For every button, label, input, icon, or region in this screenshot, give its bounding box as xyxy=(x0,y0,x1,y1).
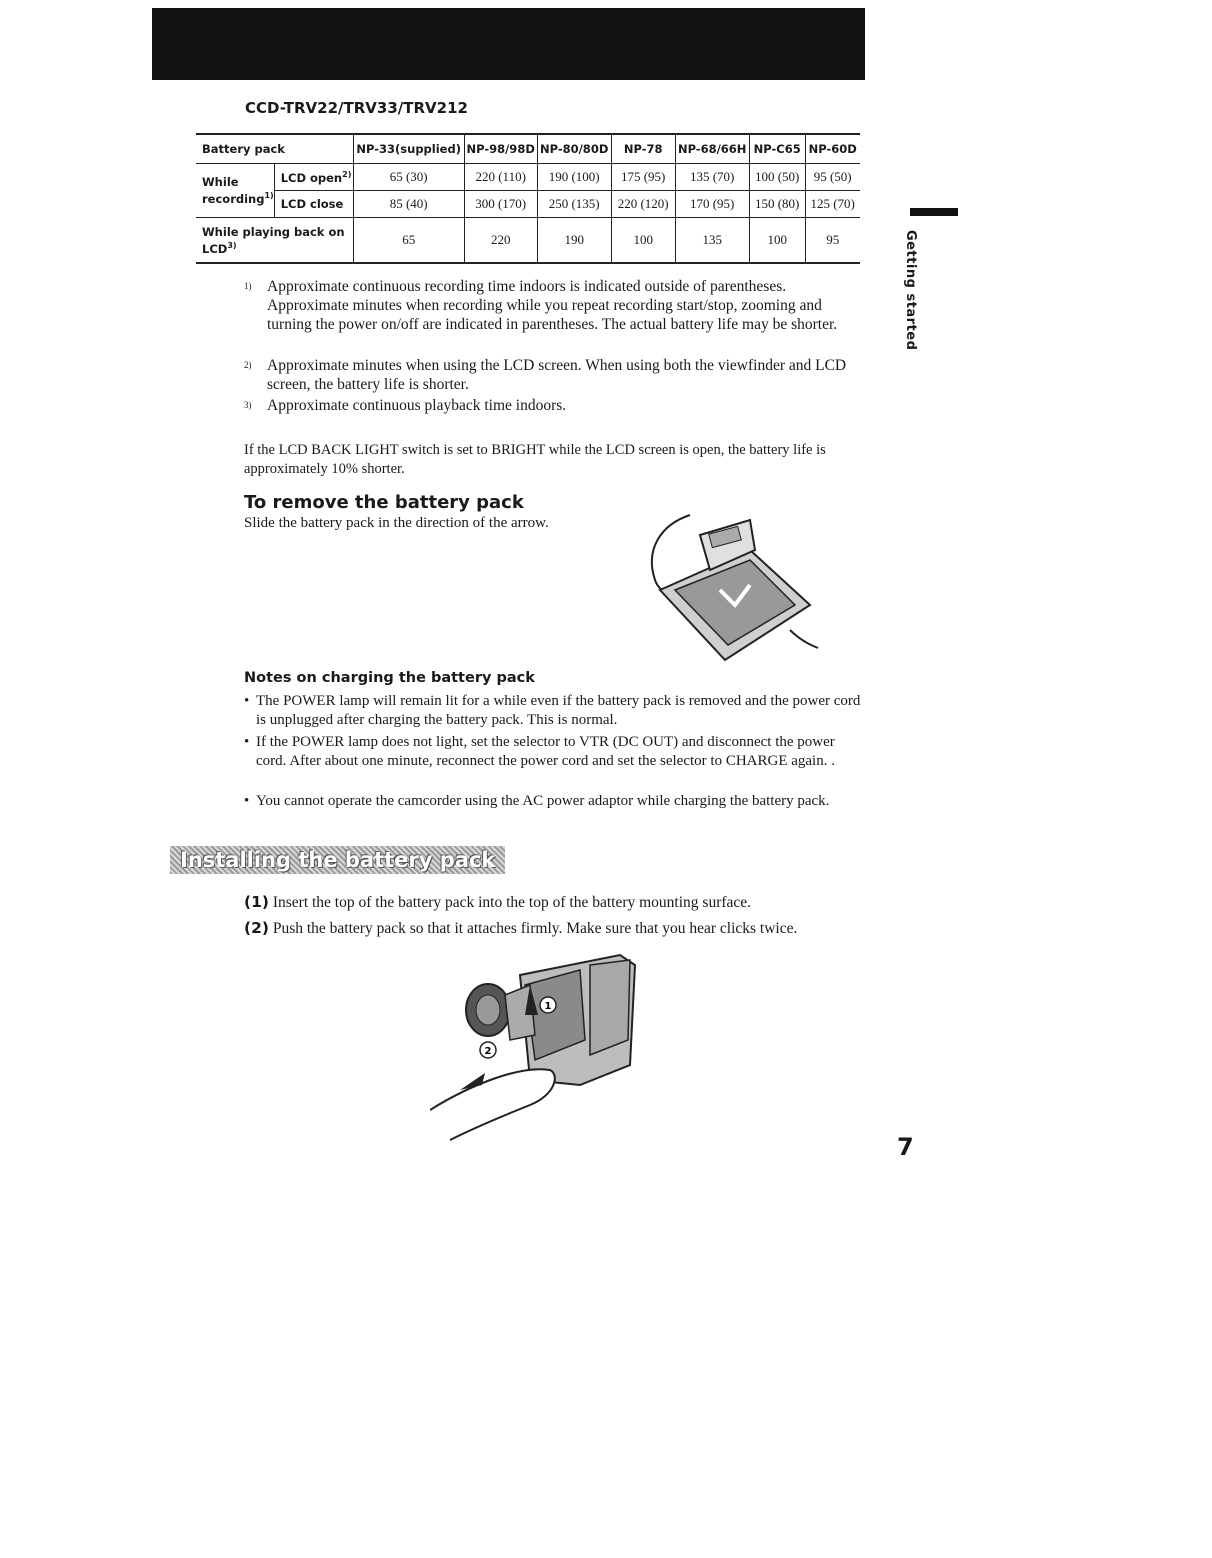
table-row xyxy=(196,164,860,191)
step-text: Push the battery pack so that it attaches firmly. Make sure that you hear clicks twice. xyxy=(272,920,798,937)
row-label xyxy=(274,191,353,218)
col-header: NP-98/98D xyxy=(464,134,537,164)
footnote xyxy=(244,277,864,334)
col-header: NP-60D xyxy=(805,134,860,164)
bullet-icon: • xyxy=(244,734,250,750)
section-heading-text: Installing the battery pack xyxy=(180,848,496,872)
step-marker-1: 1 xyxy=(544,1001,552,1012)
col-header: NP-78 xyxy=(611,134,675,164)
col-header: NP-C65 xyxy=(749,134,805,164)
remove-heading: To remove the battery pack xyxy=(244,492,524,513)
battery-life-table xyxy=(196,133,860,264)
table-cell: 135 (70) xyxy=(675,164,749,191)
table-cell: 100 xyxy=(749,218,805,264)
step-number: (2) xyxy=(244,919,269,937)
footnote-mark: 2) xyxy=(244,360,252,370)
step-number: (1) xyxy=(244,893,269,911)
table-cell: 220 xyxy=(464,218,537,264)
row-group-label xyxy=(196,164,274,218)
step-item xyxy=(244,892,864,913)
table-cell: 220 (110) xyxy=(464,164,537,191)
row-label-text: LCD close xyxy=(280,197,344,211)
table-cell: 85 (40) xyxy=(353,191,464,218)
table-cell: 125 (70) xyxy=(805,191,860,218)
table-cell: 65 (30) xyxy=(353,164,464,191)
model-heading: CCD-TRV22/TRV33/TRV212 xyxy=(245,99,468,117)
table-cell: 150 (80) xyxy=(749,191,805,218)
table-cell: 250 (135) xyxy=(537,191,611,218)
row-label-text: LCD open xyxy=(280,170,343,185)
charger-illustration xyxy=(640,510,820,670)
footnote xyxy=(244,396,864,415)
footnote-mark: 1) xyxy=(244,281,252,291)
list-item-text: The POWER lamp will remain lit for a while even if the battery pack is removed and the power cord is unplugged after charging the battery pack. This is normal. xyxy=(256,693,861,728)
row-label-text: While playing back on LCD xyxy=(202,224,345,256)
step-item xyxy=(244,918,864,939)
footnote-text: Approximate continuous recording time indoors is indicated outside of parentheses. Approximate minutes when recording while you repeat recording start/stop, zooming and turning the power on/off are indicated in parentheses. The actual battery life may be shorter. xyxy=(267,278,838,333)
table-cell: 170 (95) xyxy=(675,191,749,218)
list-item xyxy=(244,733,864,771)
footnote-marker: 3) xyxy=(227,240,237,250)
table-cell: 190 xyxy=(537,218,611,264)
footnote-mark: 3) xyxy=(244,400,252,410)
table-row xyxy=(196,218,860,264)
col-header: NP-80/80D xyxy=(537,134,611,164)
row-label xyxy=(196,218,353,264)
table-cell: 220 (120) xyxy=(611,191,675,218)
footnote xyxy=(244,356,864,394)
table-cell: 95 xyxy=(805,218,860,264)
step-text: Insert the top of the battery pack into the top of the battery mounting surface. xyxy=(272,894,752,911)
table-cell: 65 xyxy=(353,218,464,264)
table-cell: 95 (50) xyxy=(805,164,860,191)
table-corner: Battery pack xyxy=(196,134,353,164)
remove-text: Slide the battery pack in the direction of the arrow. xyxy=(244,515,549,531)
step-marker-2: 2 xyxy=(484,1046,492,1057)
footnote-text: Approximate minutes when using the LCD screen. When using both the viewfinder and LCD screen, the battery life is shorter. xyxy=(267,357,847,393)
notes-heading: Notes on charging the battery pack xyxy=(244,670,535,686)
bullet-icon: • xyxy=(244,693,250,709)
footnote-marker: 2) xyxy=(342,169,352,179)
table-cell: 190 (100) xyxy=(537,164,611,191)
section-tab-label: Getting started xyxy=(903,230,918,351)
backlight-note: If the LCD BACK LIGHT switch is set to BRIGHT while the LCD screen is open, the battery life is approximately 10% shorter. xyxy=(244,442,826,477)
table-cell: 135 xyxy=(675,218,749,264)
col-header: NP-68/66H xyxy=(675,134,749,164)
section-heading xyxy=(170,846,505,874)
list-item xyxy=(244,692,864,730)
list-item xyxy=(244,792,864,811)
group-label-text: While recording xyxy=(202,175,265,206)
table-cell: 300 (170) xyxy=(464,191,537,218)
page-number: 7 xyxy=(897,1133,914,1161)
table-row xyxy=(196,191,860,218)
table-cell: 100 (50) xyxy=(749,164,805,191)
row-label xyxy=(274,164,353,191)
list-item-text: If the POWER lamp does not light, set the selector to VTR (DC OUT) and disconnect the power cord. After about one minute, reconnect the power cord and set the selector to CHARGE again. . xyxy=(256,734,835,769)
header-bar xyxy=(152,8,865,80)
bullet-icon: • xyxy=(244,793,250,809)
table-cell: 175 (95) xyxy=(611,164,675,191)
footnote-text: Approximate continuous playback time indoors. xyxy=(267,397,567,414)
camcorder-illustration xyxy=(430,945,640,1145)
section-tab-marker xyxy=(910,208,958,216)
list-item-text: You cannot operate the camcorder using the AC power adaptor while charging the battery pack. xyxy=(256,793,830,809)
col-header: NP-33(supplied) xyxy=(353,134,464,164)
table-cell: 100 xyxy=(611,218,675,264)
footnote-marker: 1) xyxy=(264,191,274,201)
